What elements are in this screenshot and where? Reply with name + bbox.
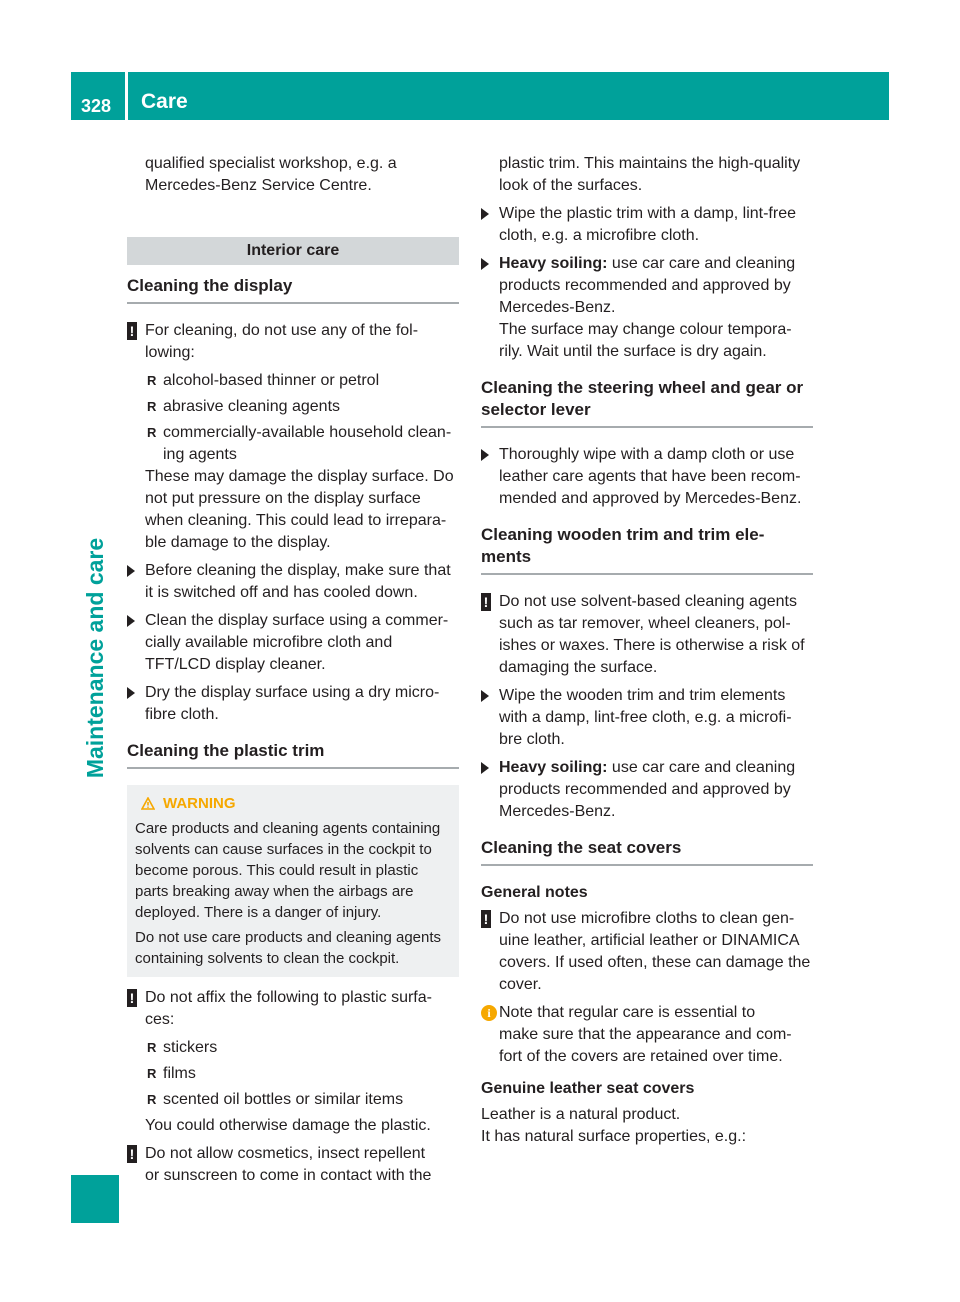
step-item: Thoroughly wipe with a damp cloth or use leather care agents that have been recom- mended and approved by Mercedes-Benz.: [481, 444, 813, 510]
bullet-icon: R: [147, 1092, 157, 1107]
step-item: Clean the display surface using a commer- cially available microfibre cloth and TFT/LCD display cleaner.: [127, 610, 459, 676]
step-item: Wipe the plastic trim with a damp, lint-free cloth, e.g. a microfibre cloth.: [481, 203, 813, 247]
note-display: ! For cleaning, do not use any of the fol- lowing: R alcohol-based thinner or petrol R abrasive cleaning agents R commercially-available household clean- ing agents These may damage the display surface. Do not put pressure on the display surface when cleaning. This could lead to irrepara- ble damage to the display.: [127, 320, 459, 554]
warning-box: [127, 785, 459, 977]
step-item: Before cleaning the display, make sure that it is switched off and has cooled down.: [127, 560, 459, 604]
exclamation-icon: !: [127, 322, 137, 340]
header-divider: [125, 72, 128, 120]
arrow-icon: [481, 449, 489, 461]
bullet-icon: R: [147, 373, 157, 388]
warning-line: parts breaking away when the airbags are: [135, 883, 414, 900]
note-plastic: ! Do not affix the following to plastic surfa- ces: R stickers R films R scented oil bottles or similar items You could otherwise damage the plastic.: [127, 987, 459, 1137]
warning-line: become porous. This could result in plastic: [135, 862, 419, 879]
note-wooden: ! Do not use solvent-based cleaning agents such as tar remover, wheel cleaners, pol- ishes or waxes. There is otherwise a risk of damaging the surface.: [481, 591, 813, 679]
warning-line: containing solvents to clean the cockpit.: [135, 950, 400, 967]
arrow-icon: [481, 208, 489, 220]
heading-cleaning-plastic: Cleaning the plastic trim: [127, 740, 459, 769]
header-bar: [71, 72, 889, 120]
paragraph: It has natural surface properties, e.g.:: [481, 1128, 747, 1145]
info-note: i Note that regular care is essential to make sure that the appearance and com- fort of the covers are retained over time.: [481, 1002, 813, 1068]
list-item: R alcohol-based thinner or petrol: [145, 370, 459, 392]
section-title: Interior care: [127, 237, 459, 265]
chapter-title: Care: [141, 90, 188, 113]
arrow-icon: [481, 690, 489, 702]
note-line: lowing:: [145, 344, 195, 361]
list-item: R abrasive cleaning agents: [145, 396, 459, 418]
heading-cleaning-display: Cleaning the display: [127, 275, 459, 304]
list-item: R films: [145, 1063, 459, 1085]
step-item: Heavy soiling: use car care and cleaning products recommended and approved by Mercedes-Benz. The surface may change colour tempora- rily. Wait until the surface is dry again.: [481, 253, 813, 363]
arrow-icon: [481, 258, 489, 270]
continued-line: look of the surfaces.: [499, 177, 643, 194]
arrow-icon: [127, 565, 135, 577]
info-icon: i: [481, 1005, 497, 1021]
side-tab-label: Maintenance and care: [82, 537, 108, 779]
continued-line: plastic trim. This maintains the high-quality: [499, 155, 801, 172]
heading-leather-covers: Genuine leather seat covers: [481, 1080, 695, 1097]
step-item: Heavy soiling: use car care and cleaning products recommended and approved by Mercedes-Benz.: [481, 757, 813, 823]
warning-line: Do not use care products and cleaning agents: [135, 929, 442, 946]
list-item: R scented oil bottles or similar items: [145, 1089, 459, 1111]
page-number: 328: [81, 96, 112, 116]
exclamation-icon: !: [127, 989, 137, 1007]
warning-title: WARNING: [163, 795, 236, 812]
list-item: R stickers: [145, 1037, 459, 1059]
side-tab-marker: [71, 1175, 119, 1223]
intro-line: qualified specialist workshop, e.g. a: [145, 155, 397, 172]
heading-general-notes: General notes: [481, 884, 588, 901]
warning-line: solvents can cause surfaces in the cockpit to: [135, 841, 432, 858]
bullet-icon: R: [147, 1040, 157, 1055]
intro-line: Mercedes-Benz Service Centre.: [145, 177, 372, 194]
warning-line: deployed. There is a danger of injury.: [135, 904, 382, 921]
side-tab: [71, 140, 119, 1223]
step-item: Wipe the wooden trim and trim elements with a damp, lint-free cloth, e.g. a microfi- bre cloth.: [481, 685, 813, 751]
heading-cleaning-seats: Cleaning the seat covers: [481, 837, 813, 866]
warning-triangle-icon: [141, 797, 155, 810]
warning-line: Care products and cleaning agents containing: [135, 820, 441, 837]
exclamation-icon: !: [127, 1145, 137, 1163]
step-item: Dry the display surface using a dry micro- fibre cloth.: [127, 682, 459, 726]
exclamation-icon: !: [481, 593, 491, 611]
right-column: [481, 153, 813, 1148]
note-line: For cleaning, do not use any of the fol-: [145, 322, 419, 339]
heading-cleaning-steering: Cleaning the steering wheel and gear or selector lever: [481, 377, 813, 428]
bullet-icon: R: [147, 1066, 157, 1081]
bullet-icon: R: [147, 399, 157, 414]
list-item: R commercially-available household clean- ing agents: [147, 424, 452, 463]
arrow-icon: [127, 615, 135, 627]
note-seats: ! Do not use microfibre cloths to clean gen- uine leather, artificial leather or DINAMICA covers. If used often, these can damage the cover.: [481, 908, 813, 996]
side-tab-label-wrap: [81, 532, 110, 784]
arrow-icon: [127, 687, 135, 699]
arrow-icon: [481, 762, 489, 774]
left-column: [127, 153, 459, 1193]
bullet-icon: R: [147, 425, 157, 440]
paragraph: Leather is a natural product.: [481, 1106, 681, 1123]
heading-cleaning-wooden: Cleaning wooden trim and trim ele- ments: [481, 524, 813, 575]
note-cosmetics: ! Do not allow cosmetics, insect repellent or sunscreen to come in contact with the: [127, 1143, 459, 1187]
exclamation-icon: !: [481, 910, 491, 928]
